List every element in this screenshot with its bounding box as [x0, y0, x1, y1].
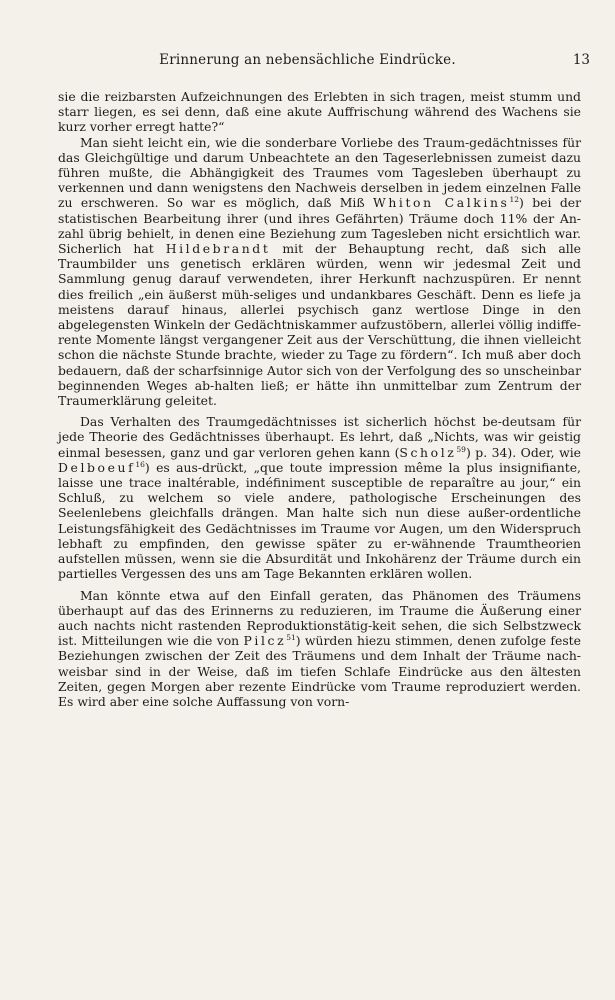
page-number: 13	[572, 52, 590, 68]
page-header	[0, 52, 615, 72]
author-name: Scholz	[399, 444, 457, 460]
paragraph-text: ) p. 34). Oder, wie	[465, 444, 581, 460]
footnote-ref: 16	[135, 459, 145, 469]
running-title: Erinnerung an nebensächliche Eindrücke.	[159, 52, 456, 68]
paragraph-text: Man sieht leicht ein, wie die sonderbare Vorliebe des Traum-gedächtnisses für das Gleichgültige und darum Unbeachtete an den Tageserlebnissen zumeist dazu führen mußte, die Abhängigkeit des Traumes vom Tagesleben überhaupt zu verkennen und dann wenigstens den Nachweis derselben in jedem einzelnen Falle zu erschweren. So war es möglich, daß Miß	[58, 134, 581, 211]
paragraph-text: mit der Behauptung recht, daß sich alle Traumbilder uns genetisch erklären würden, wenn wir jedesmal Zeit und Sammlung genug darauf verwendeten, ihrer Herkunft nachzuspüren. Er nennt dies freilich „ein äußerst müh-seliges und undankbares Geschäft. Denn es liefe ja meistens darauf hinaus, allerlei psychisch ganz wertlose Dinge in den abgelegensten Winkeln der Gedächtniskammer aufzustöbern, allerlei völlig indiffe-rente Momente längst vergangener Zeit aus der Verschüttung, die ihnen vielleicht schon die nächste Stunde brachte, wieder zu Tage zu fördern“. Ich muß aber doch bedauern, daß der scharfsinnige Autor sich von der Verfolgung des so unscheinbar beginnenden Weges ab-halten ließ; er hätte ihn unmittelbar zum Zentrum der Traumerklärung geleitet.	[58, 241, 581, 409]
paragraph-text: Das Verhalten des Traumgedächtnisses ist sicherlich höchst be-deutsam für jede Theorie des Gedächtnisses überhaupt. Es lehrt, daß „Nichts, was wir geistig einmal besessen, ganz und gar verloren gehen kann (	[58, 414, 581, 460]
paragraph-text: ) würden hiezu stimmen, denen zufolge feste Beziehungen zwischen der Zeit des Träumens und dem Inhalt der Träume nach-weisbar sind in der Weise, daß im tiefen Schlafe Eindrücke aus den ältesten Zeiten, gegen Morgen aber rezente Eindrücke vom Traume reproduziert werden. Es wird aber eine solche Auffassung von vorn-	[58, 633, 581, 709]
paragraph-text: ) es aus-drückt, „que toute impression même la plus insignifiante, laisse une trace inaltérable, indéfiniment susceptible de reparaître au jour,“ ein Schluß, zu welchem so viele andere, pathologische Erscheinungen des Seelenlebens gleichfalls drängen. Man halte sich nun diese außer-ordentliche Leistungsfähigkeit des Gedächtnisses im Traume vor Augen, um den Widerspruch lebhaft zu empfinden, den gewisse später zu er-wähnende Traumtheorien aufstellen müssen, wenn sie die Absurdität und Inkohärenz der Träume durch ein partielles Vergessen des uns am Tage Bekannten erklären wollen.	[58, 459, 581, 582]
author-name: Whiton Calkins	[373, 195, 510, 211]
paragraph-text: ) bei der statistischen Bearbeitung ihrer (und ihres Gefährten) Träume doch 11% der An-zahl übrig behielt, in denen eine Beziehung zum Tagesleben nicht ersichtlich war. Sicherlich hat	[58, 195, 582, 257]
author-name: Pilcz	[243, 633, 287, 649]
footnote-ref: 51	[286, 633, 296, 643]
paragraph-continuation	[58, 89, 581, 135]
paragraph	[58, 414, 581, 581]
author-name: Hildebrandt	[165, 241, 271, 257]
paragraph	[58, 135, 581, 409]
footnote-ref: 59	[456, 444, 466, 454]
paragraph	[58, 588, 581, 710]
footnote-ref: 12	[509, 195, 520, 205]
paragraph-text: sie die reizbarsten Aufzeichnungen des Erlebten in sich tragen, meist stumm und starr liegen, es sei denn, daß eine akute Auffrischung während des Wachens sie kurz vorher erregt hatte?“	[58, 89, 581, 135]
paragraph-text: Man könnte etwa auf den Einfall geraten, das Phänomen des Träumens überhaupt auf das des Erinnerns zu reduzieren, im Traume die Äußerung einer auch nachts nicht rastenden Reproduktionstätig-keit sehen, die sich Selbstzweck ist. Mitteilungen wie die von	[58, 587, 581, 649]
body-text	[58, 89, 581, 709]
author-name: Delboeuf	[58, 459, 136, 475]
